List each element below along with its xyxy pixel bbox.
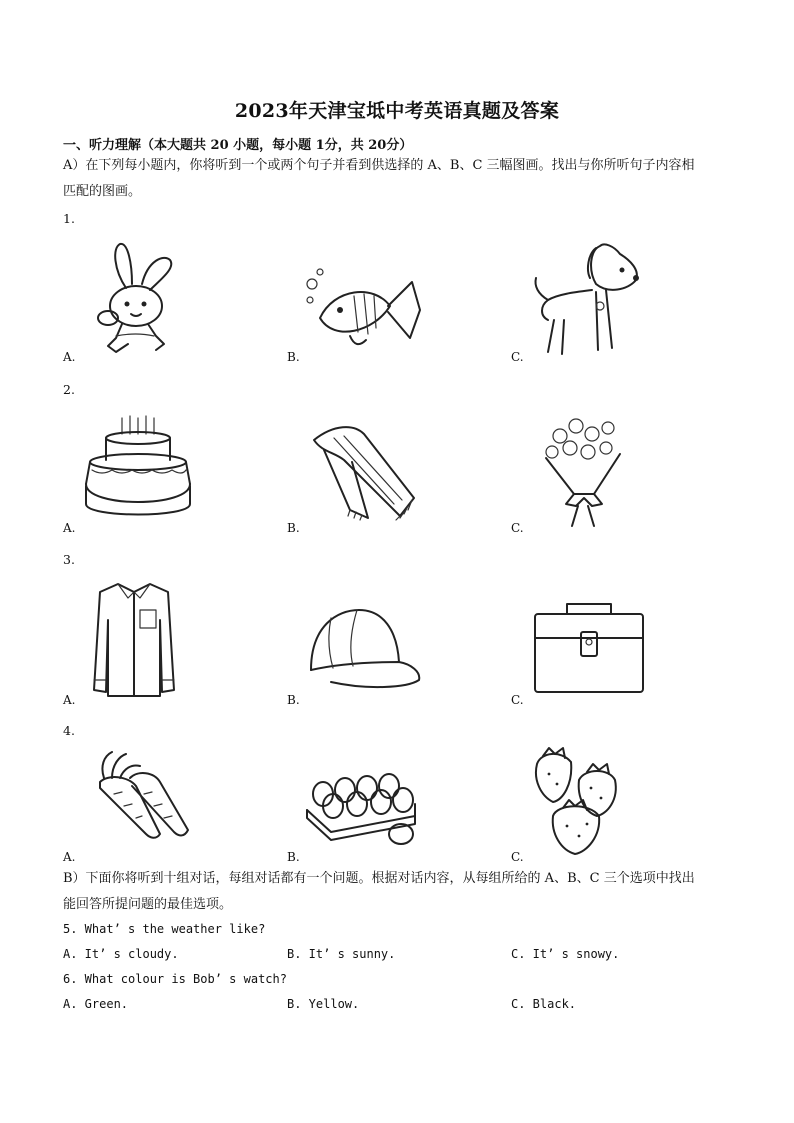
carrots-icon: [84, 748, 192, 842]
question-1-number: 1.: [63, 211, 75, 226]
q2-option-c-label: C.: [511, 521, 524, 535]
q3-option-b-label: B.: [287, 693, 300, 707]
q5-option-c: C. It’ s snowy.: [511, 947, 620, 961]
flowers-icon: [530, 408, 634, 530]
part-a-instruction-line1: A）在下列每小题内，你将听到一个或两个句子并看到供选择的 A、B、C 三幅图画。找出与你所听句子内容相: [63, 158, 695, 173]
question-3-number: 3.: [63, 552, 75, 567]
eggs-icon: [303, 770, 421, 850]
part-b-instruction-line2: 能回答所提问题的最佳选项。: [63, 897, 233, 912]
shirt-icon: [88, 580, 180, 702]
page-title: 2023年天津宝坻中考英语真题及答案: [234, 100, 560, 122]
dog-icon: [530, 240, 645, 358]
q3-option-c-label: C.: [511, 693, 524, 707]
question-5-stem: 5. What’ s the weather like?: [63, 922, 266, 936]
part-b-instruction: [63, 866, 735, 918]
rabbit-icon: [86, 240, 190, 358]
question-2-number: 2.: [63, 382, 75, 397]
cake-icon: [82, 414, 197, 522]
q5-option-a: A. It’ s cloudy.: [63, 947, 179, 961]
q4-option-b-label: B.: [287, 850, 300, 864]
cap-icon: [307, 606, 425, 692]
q1-option-b-label: B.: [287, 350, 300, 364]
strawberries-icon: [527, 744, 635, 860]
q2-option-a-label: A.: [63, 521, 76, 535]
question-4-number: 4.: [63, 723, 75, 738]
q4-option-a-label: A.: [63, 850, 76, 864]
part-b-instruction-line1: B）下面你将听到十组对话，每组对话都有一个问题。根据对话内容，从每组所给的 A、B、C 三个选项中找出: [63, 871, 695, 886]
q1-option-a-label: A.: [63, 350, 76, 364]
q6-option-b: B. Yellow.: [287, 997, 360, 1011]
part-a-instruction-line2: 匹配的图画。: [63, 184, 142, 199]
q5-option-b: B. It’ s sunny.: [287, 947, 396, 961]
q6-option-a: A. Green.: [63, 997, 129, 1011]
section-heading-listening: 一、听力理解（本大题共 20 小题，每小题 1分，共 20分）: [63, 138, 413, 153]
part-a-instruction: [63, 153, 735, 205]
bag-icon: [531, 598, 647, 696]
q2-option-b-label: B.: [287, 521, 300, 535]
q3-option-a-label: A.: [63, 693, 76, 707]
q4-option-c-label: C.: [511, 850, 524, 864]
scarf-icon: [304, 420, 420, 524]
q6-option-c: C. Black.: [511, 997, 577, 1011]
fish-icon: [300, 262, 430, 354]
question-6-stem: 6. What colour is Bob’ s watch?: [63, 972, 287, 986]
q1-option-c-label: C.: [511, 350, 524, 364]
